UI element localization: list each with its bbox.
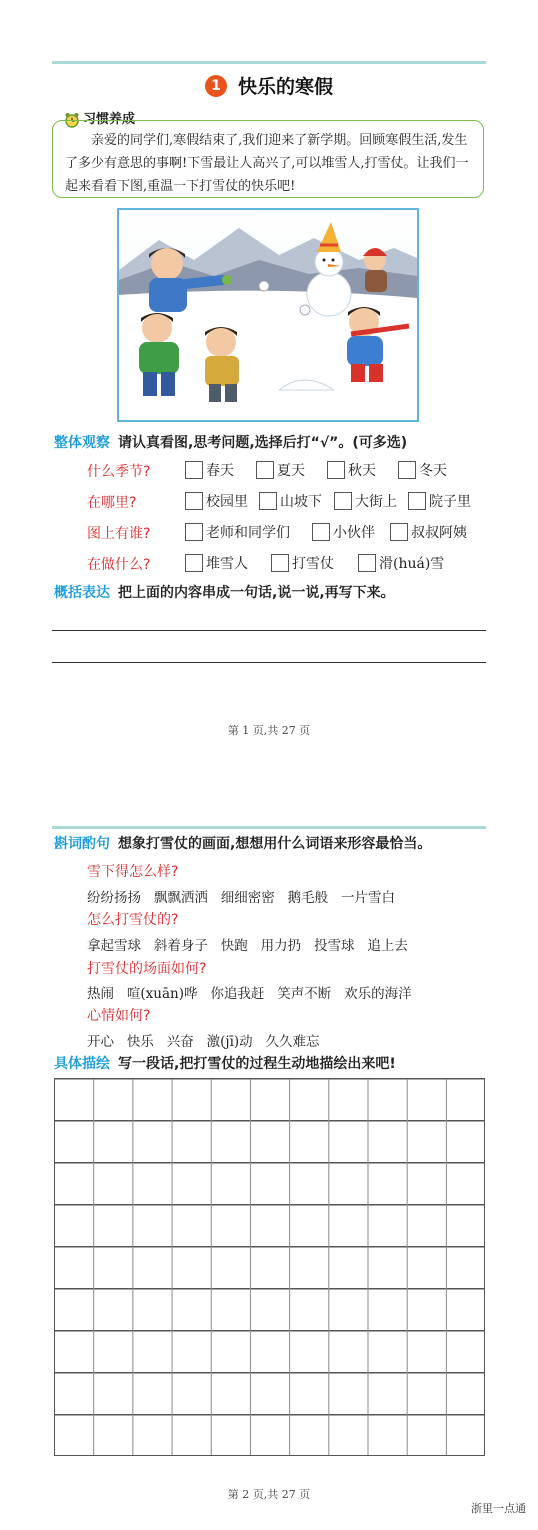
- habit-label: 习惯养成: [64, 108, 135, 128]
- observe-label: 整体观察: [54, 435, 110, 451]
- checkbox[interactable]: [185, 492, 203, 510]
- checkbox[interactable]: [185, 461, 203, 479]
- habit-text: 亲爱的同学们,寒假结束了,我们迎来了新学期。回顾寒假生活,发生了多少有意思的事啊!下雪最让人高兴了,可以堆雪人,打雪仗。让我们一起来看看下图,重温一下打雪仗的快乐吧!: [65, 133, 469, 194]
- page2-top-rule: [52, 826, 486, 829]
- observe-prompt: 请认真看图,思考问题,选择后打“√”。(可多选): [118, 435, 408, 451]
- option-spring[interactable]: 春天: [185, 460, 234, 480]
- option-hillside[interactable]: 山坡下: [259, 491, 322, 511]
- words-question-scene: 打雪仗的场面如何?: [87, 961, 207, 977]
- words-row-snow: 纷纷扬扬 飘飘洒洒 细细密密 鹅毛般 一片雪白: [87, 890, 395, 906]
- words-label: 斟词酌句: [54, 836, 110, 852]
- words-row-how: 拿起雪球 斜着身子 快跑 用力扔 投雪球 追上去: [87, 938, 408, 954]
- option-snowball-fight[interactable]: 打雪仗: [271, 553, 334, 573]
- option-teacher-students[interactable]: 老师和同学们: [185, 522, 290, 542]
- lesson-number-badge: 1: [205, 75, 227, 97]
- option-snowman[interactable]: 堆雪人: [185, 553, 248, 573]
- words-header: [54, 833, 431, 853]
- checkbox[interactable]: [256, 461, 274, 479]
- words-row-scene: 热闹 喧(xuān)哗 你追我赶 笑声不断 欢乐的海洋: [87, 986, 412, 1002]
- question-who: 图上有谁?: [87, 526, 151, 542]
- habit-text-box: [52, 120, 484, 198]
- checkbox[interactable]: [185, 523, 203, 541]
- checkbox[interactable]: [398, 461, 416, 479]
- checkbox[interactable]: [259, 492, 277, 510]
- summary-label: 概括表达: [54, 585, 110, 601]
- checkbox[interactable]: [185, 554, 203, 572]
- words-row-mood: 开心 快乐 兴奋 激(jī)动 久久难忘: [87, 1034, 320, 1050]
- option-skiing[interactable]: 滑(huá)雪: [358, 553, 444, 573]
- checkbox[interactable]: [271, 554, 289, 572]
- observe-header: [54, 432, 407, 452]
- page-1-footer: 第 1 页,共 27 页: [227, 724, 311, 737]
- page-2-footer: 第 2 页,共 27 页: [227, 1488, 311, 1501]
- option-campus[interactable]: 校园里: [185, 491, 248, 511]
- brand-watermark: 浙里一点通: [471, 1502, 526, 1515]
- answer-line-1[interactable]: [52, 630, 486, 631]
- question-where: 在哪里?: [87, 495, 137, 511]
- checkbox[interactable]: [358, 554, 376, 572]
- checkbox[interactable]: [327, 461, 345, 479]
- summary-header: [54, 582, 395, 602]
- option-autumn[interactable]: 秋天: [327, 460, 376, 480]
- option-street[interactable]: 大街上: [334, 491, 397, 511]
- words-question-snow: 雪下得怎么样?: [87, 864, 179, 880]
- answer-line-2[interactable]: [52, 662, 486, 663]
- describe-header: [54, 1053, 396, 1073]
- checkbox[interactable]: [334, 492, 352, 510]
- option-friends[interactable]: 小伙伴: [312, 522, 375, 542]
- words-question-how: 怎么打雪仗的?: [87, 912, 179, 928]
- checkbox[interactable]: [312, 523, 330, 541]
- option-uncles-aunts[interactable]: 叔叔阿姨: [390, 522, 467, 542]
- question-season: 什么季节?: [87, 464, 151, 480]
- option-yard[interactable]: 院子里: [408, 491, 471, 511]
- option-winter[interactable]: 冬天: [398, 460, 447, 480]
- writing-grid[interactable]: [54, 1078, 485, 1456]
- top-rule: [52, 61, 486, 64]
- snowball-fight-illustration: [117, 208, 419, 422]
- lesson-title: [0, 72, 538, 99]
- words-question-mood: 心情如何?: [87, 1008, 151, 1024]
- words-prompt: 想象打雪仗的画面,想想用什么词语来形容最恰当。: [118, 836, 432, 852]
- snow-scene-image: [119, 210, 417, 420]
- option-summer[interactable]: 夏天: [256, 460, 305, 480]
- describe-label: 具体描绘: [54, 1056, 110, 1072]
- checkbox[interactable]: [390, 523, 408, 541]
- checkbox[interactable]: [408, 492, 426, 510]
- summary-prompt: 把上面的内容串成一句话,说一说,再写下来。: [118, 585, 395, 601]
- question-doing: 在做什么?: [87, 557, 151, 573]
- describe-prompt: 写一段话,把打雪仗的过程生动地描绘出来吧!: [118, 1056, 396, 1072]
- lesson-title-text: 快乐的寒假: [238, 76, 334, 98]
